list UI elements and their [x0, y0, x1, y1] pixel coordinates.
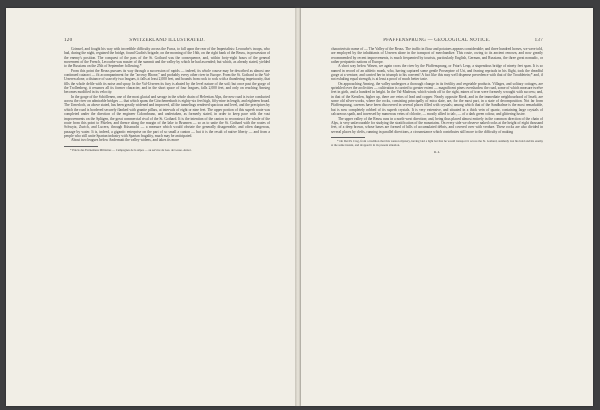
left-page-number: 120	[64, 38, 73, 43]
left-running-head	[64, 38, 270, 43]
right-paragraph: On approaching Amsteg, the valley undergoes a thorough change in its fertility and vegetable products. Villages, and solitary cottages, are sprinkled over the acclivities — cultivation is carried to greater extent — magnificent pines overshadow the road, some of which measure twelve feet in girth, and a hundred in height. In the Val-Maderan, which winds off to the right, mines of iron were formerly wrought with success; and, in that of the Kerstlen, higher up, there are veins of lead and copper. Nearly opposite Riedt, and in the immediate neighbourhood of Inseli, are some old silver-works, where the rocks, consisting principally of mica slate, are, for the most part, in a state of decomposition. Not far from Pfaffensprung, caverns have been discovered in several places filled with crystals; among which that of the Sandbalme is the most remarkable, but is now completely robbed of its superb crystals. It is very extensive, and situated in a thick vein of quartz, containing large crystals of calcareous spath, and traversed by numerous veins of chlorite, — mostly allied to talc, — of a dark green colour, and glittering lustre.	[331, 81, 543, 117]
left-paragraph: From this point the Reuss pursues its way through a succession of rapids — indeed, its whole course may be described as almost one continued cataract — fit accompaniment for the "arrowy Rhone," and probably every other river in Europe. From the St. Gothard to the Val-Urseren alone, a distance of scarcely two leagues, it falls at least 2,000 feet, and bounds from rock to rock with a thundering impetuosity, that fills the whole defile with its noise and spray. In the Val-Urseren its fury is abated by the level nature of the soil; but once past the gorge of the Trollenberg, it resumes all its former character, and in the short space of four leagues, falls 2,000 feet, and only on reaching Amsteg becomes modified in its velocity.	[64, 68, 270, 95]
right-footnote-rule	[331, 137, 365, 138]
right-paragraph: The upper valley of the Reuss runs in a north-west direction; and, being thus placed almost entirely in the common direction of the chain of Alps, is very unfavourable for studying the stratification of the mountains. On every side we observe naked rocks at the height of eight thousand feet, of a deep brown, whose bases are formed of hills of accumulated débris, and covered over with verdure. These rocks are also divided in several places by clefts, running in parallel directions, a circumstance which contributes still more to the difficulty of making	[331, 116, 543, 134]
right-footnote: * On Devil's Crag, from a tradition that this wanton mystery, having laid a light bet that he would transport it across the St. Gothard, suddenly lost his hold and his enemy at the same instant, and dropped it in its present situation.	[331, 138, 543, 147]
right-page	[301, 8, 593, 406]
left-paragraph: Grimsel, and fought his way with incredible difficulty across the Furca, to fall upon the rear of the Imperialists: Lecourbe's troops, who had, during the night, regained the bridge, found Gudin's brigade, on the morning of the 16th, on the right bank of the Reuss, in possession of the enemy's position. The conquest of the pass of the St. Gothard was the consequence, and, within forty-eight hours of the general movement of the French, Lecourbe was master of the summit and the valley by which he had ascended; but which, as already stated, yielded to the Russians on the 25th of September following.*	[64, 47, 270, 69]
left-footnote: * Précis des Evénemens Militaires — Campagnes de la Alpes — au service de Ges. de Gosse. Annot.	[70, 147, 192, 152]
left-footnote-rule	[64, 146, 98, 147]
left-text-block	[64, 38, 270, 388]
left-paragraph: In the gorge of the Schöllenen, one of the most glacial and savage in the whole chain of Helvetian Alps, the new road is twice conducted across the river on admirable bridges — that which spans the Göschenenbach is eighty-six feet high, fifty-nine in length, and eighteen broad. The Urnerloch, as above stated, has been greatly widened and improved, all the tunnelings rendered spacious and level, and the precipices by which the road is bordered securely flanked with granite pillars, at intervals of eight or nine feet. The upper portion of this superb route was completed under the direction of the engineer Colombrano, and undertaken, as formerly stated, in order to keep pace with the vast improvements on the Splügen, the great commercial rival of the St. Gothard. It is the intention of the canton to reconstruct the whole of the route from this point to Flüelen, and thence along the margin of the lake to Brunnen — so as to unite the St. Gothard with the routes of Schwytz, Zurich, and Lucern, through Küssnacht — a measure which would obviate the generally disagreeable, and often dangerous, passage by water. It is, indeed, a gigantic enterprise on the part of so small a canton — but it is the result of native liberty — and from a people who still unite Spartan industry with Spartan frugality, much may be anticipated.	[64, 94, 270, 138]
right-paragraph: characteristic name of — The Valley of the Reuss. The traffic in flour and potatoes appears considerable; and three hundred horses, we were told, are employed by the inhabitants of Urseren alone in the transport of merchandize. This route, owing to its ancient renown, and now greatly recommended by recent improvements, is much frequented by tourists, particularly English, German, and Russians, the three great nomadic, or rather peripatetic nations of Europe.	[331, 47, 543, 65]
right-text-block	[331, 38, 543, 388]
left-page	[6, 8, 295, 406]
right-running-title: PFAFFENSPRUNG — GEOLOGICAL NOTICE.	[383, 38, 491, 43]
right-paragraph: A short way below Wasen, we again cross the river by the Pfaffensprung, or Friar's Leap, a stupendous bridge of ninety feet span. It is so named in record of an athletic monk, who, having captured some gentle Proserpine of Uri, and fearing reprisals in his flight, took the dreadful gorge at a venture, and carried her in triumph to his convent! A fact like this may well dispense precedence with that of the Troubletein;* and, if not exhaling equal strength, is at least a proof of much better taste.	[331, 64, 543, 82]
signature-mark: R. 4.	[433, 150, 441, 155]
right-page-number: 137	[534, 38, 543, 43]
left-paragraph: About two leagues below Andermatt the valley widens, and takes its more	[71, 138, 179, 143]
left-running-title: SWITZERLAND ILLUSTRATED.	[129, 38, 206, 43]
right-running-head	[331, 38, 543, 43]
